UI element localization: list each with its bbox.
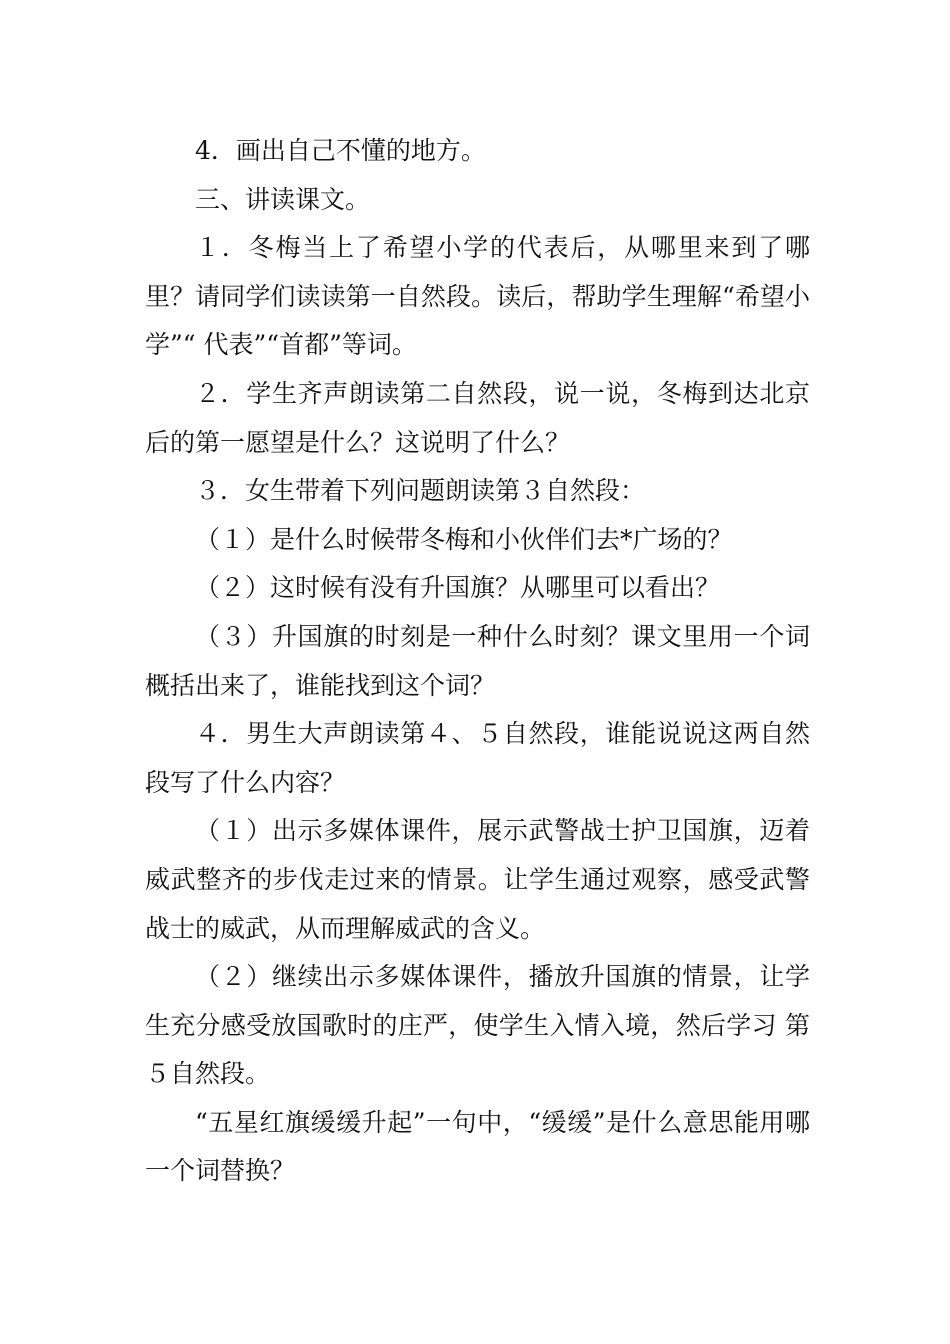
paragraph-item-4-step-2: （２）继续出示多媒体课件，播放升国旗的情景，让学生充分感受放国歌时的庄严，使学生入情入境，然后学习 第５自然段。 [145, 962, 810, 1089]
paragraph-item-3-question-1: （１）是什么时候带冬梅和小伙伴们去*广场的？ [195, 524, 733, 554]
paragraph-item-3: ３．女生带着下列问题朗读第３自然段： [195, 476, 646, 506]
paragraph-item-4: ４．男生大声朗读第４、５自然段，谁能说说这两自然段写了什么内容？ [145, 719, 810, 797]
paragraph-item-3-question-2: （２）这时候有没有升国旗？从哪里可以看出？ [195, 573, 721, 603]
paragraph-item-1: １．冬梅当上了希望小学的代表后，从哪里来到了哪里？请同学们读读第一自然段。读后，帮助学生理解“希望小学”“ 代表”“首都”等词。 [145, 233, 810, 360]
document-body [145, 127, 810, 1196]
paragraph-item-2: ２．学生齐声朗读第二自然段，说一说，冬梅到达北京后的第一愿望是什么？这说明了什么？ [145, 378, 810, 457]
paragraph-section-3-heading: 三、讲读课文。 [195, 184, 371, 214]
paragraph-step-4-mark-unclear: 4．画出自己不懂的地方。 [195, 136, 486, 165]
paragraph-item-4-step-1: （１）出示多媒体课件，展示武警战士护卫国旗，迈着威武整齐的步伐走过来的情景。让学生通过观察，感受武警战士的威武，从而理解威武的含义。 [145, 816, 810, 943]
paragraph-question-huanhuan: “五星红旗缓缓升起”一句中，“缓缓”是什么意思能用哪一个词替换？ [145, 1107, 810, 1186]
paragraph-item-3-question-3: （３）升国旗的时刻是一种什么时刻？课文里用一个词概括出来了，谁能找到这个词？ [145, 621, 810, 700]
